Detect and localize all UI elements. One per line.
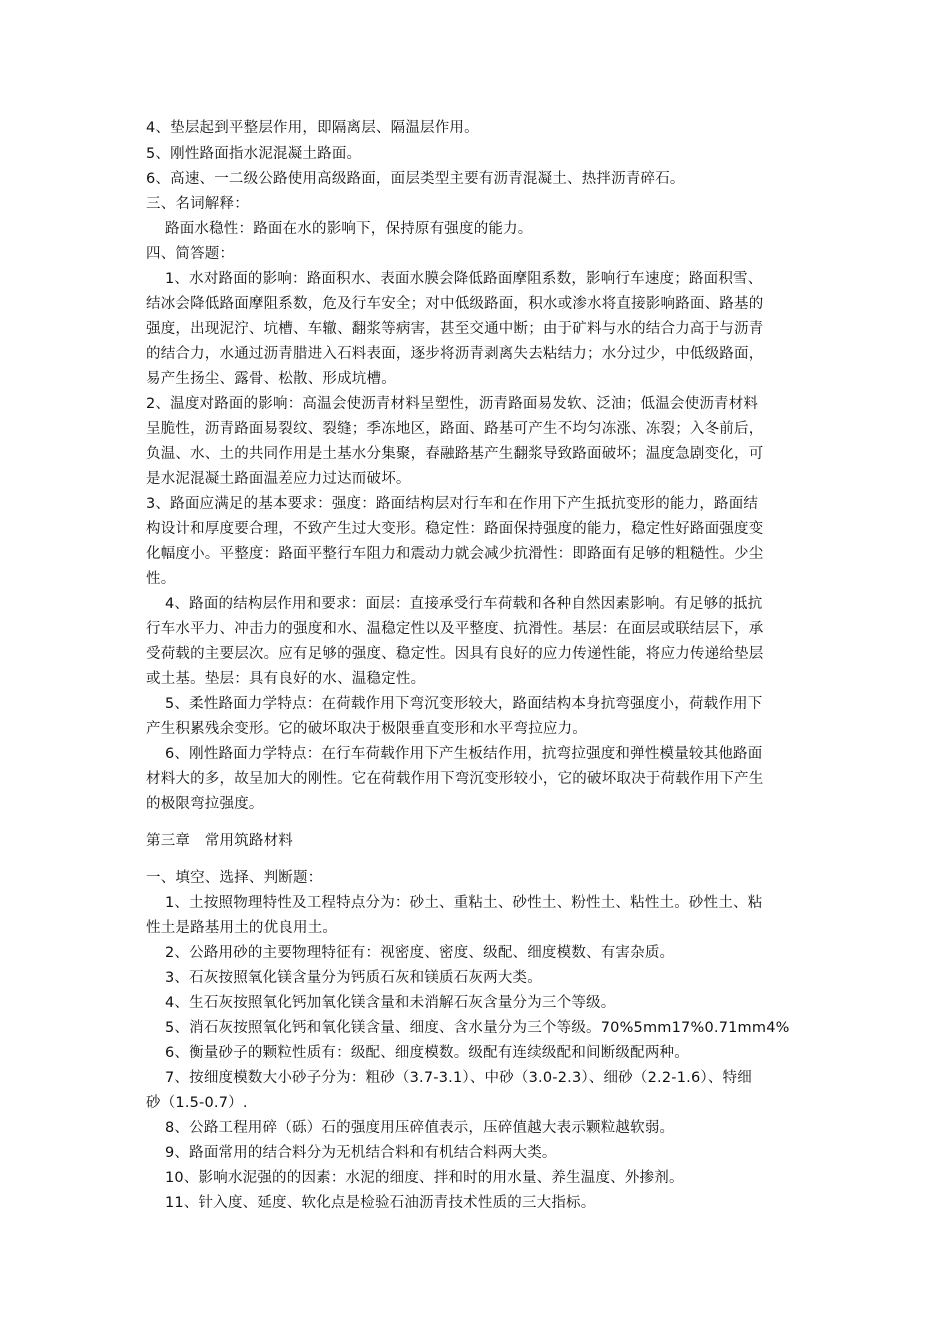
- text-line: 4、生石灰按照氧化钙加氧化镁含量和未消解石灰含量分为三个等级。: [165, 995, 616, 1011]
- text-line: 的极限弯拉强度。: [146, 796, 264, 812]
- text-line: 2、温度对路面的影响：高温会使沥青材料呈塑性，沥青路面易发软、泛油；低温会使沥青材料: [146, 396, 759, 412]
- text-line: 性土是路基用土的优良用土。: [146, 920, 338, 936]
- text-line: 6、衡量砂子的颗粒性质有：级配、细度模数。级配有连续级配和间断级配两种。: [165, 1045, 689, 1061]
- text-line: 构设计和厚度要合理，不致产生过大变形。稳定性：路面保持强度的能力，稳定性好路面强度变: [146, 521, 764, 537]
- text-line: 6、刚性路面力学特点：在行车荷载作用下产生板结作用，抗弯拉强度和弹性模量较其他路面: [165, 746, 763, 762]
- text-line: 8、公路工程用碎（砾）石的强度用压碎值表示，压碎值越大表示颗粒越软弱。: [165, 1120, 675, 1136]
- text-line: 7、按细度模数大小砂子分为：粗砂（3.7-3.1）、中砂（3.0-2.3）、细砂（2.2-1.6）、特细: [165, 1070, 752, 1086]
- text-line: 呈脆性，沥青路面易裂纹、裂缝；季冻地区，路面、路基可产生不均匀冻涨、冻裂；入冬前后，: [146, 421, 764, 437]
- text-line: 5、柔性路面力学特点：在荷载作用下弯沉变形较大，路面结构本身抗弯强度小，荷载作用下: [165, 696, 763, 712]
- text-line: 10、影响水泥强的的因素：水泥的细度、拌和时的用水量、养生温度、外掺剂。: [165, 1170, 684, 1186]
- text-line: 6、高速、一二级公路使用高级路面，面层类型主要有沥青混凝土、热拌沥青碎石。: [146, 171, 685, 187]
- text-line: 第三章 常用筑路材料: [146, 833, 293, 849]
- text-line: 3、石灰按照氧化镁含量分为钙质石灰和镁质石灰两大类。: [165, 970, 542, 986]
- text-line: 四、简答题：: [146, 246, 235, 262]
- text-line: 材料大的多，故呈加大的刚性。它在荷载作用下弯沉变形较小，它的破坏取决于荷载作用下产生: [146, 771, 764, 787]
- text-line: 化幅度小。平整度：路面平整行车阻力和震动力就会减少抗滑性：即路面有足够的粗糙性。少尘: [146, 546, 764, 562]
- text-line: 结冰会降低路面摩阻系数，危及行车安全；对中低级路面，积水或渗水将直接影响路面、路基的: [146, 296, 764, 312]
- text-line: 负温、水、土的共同作用是土基水分集聚，春融路基产生翻浆导致路面破坏；温度急剧变化，可: [146, 446, 764, 462]
- text-line: 产生积累残余变形。它的破坏取决于极限垂直变形和水平弯拉应力。: [146, 721, 587, 737]
- text-line: 11、针入度、延度、软化点是检验石油沥青技术性质的三大指标。: [165, 1195, 596, 1211]
- text-line: 5、刚性路面指水泥混凝土路面。: [146, 146, 362, 162]
- text-line: 或土基。垫层：具有良好的水、温稳定性。: [146, 671, 426, 687]
- text-line: 一、填空、选择、判断题：: [146, 870, 323, 886]
- text-line: 2、公路用砂的主要物理特征有：视密度、密度、级配、细度模数、有害杂质。: [165, 945, 675, 961]
- text-line: 易产生扬尘、露骨、松散、形成坑槽。: [146, 371, 396, 387]
- text-line: 1、水对路面的影响：路面积水、表面水膜会降低路面摩阻系数，影响行车速度；路面积雪、: [165, 271, 763, 287]
- text-line: 砂（1.5-0.7）.: [146, 1095, 248, 1111]
- text-line: 路面水稳性：路面在水的影响下，保持原有强度的能力。: [165, 221, 533, 237]
- text-line: 5、消石灰按照氧化钙和氧化镁含量、细度、含水量分为三个等级。70%5mm17%0.71mm4%: [165, 1020, 790, 1036]
- text-line: 受荷载的主要层次。应有足够的强度、稳定性。因具有良好的应力传递性能，将应力传递给垫层: [146, 646, 764, 662]
- text-line: 是水泥混凝土路面温差应力过达而破坏。: [146, 471, 411, 487]
- text-line: 9、路面常用的结合料分为无机结合料和有机结合料两大类。: [165, 1145, 557, 1161]
- text-line: 4、垫层起到平整层作用，即隔离层、隔温层作用。: [146, 120, 479, 136]
- text-line: 行车水平力、冲击力的强度和水、温稳定性以及平整度、抗滑性。基层：在面层或联结层下，承: [146, 621, 764, 637]
- text-line: 的结合力，水通过沥青腊进入石料表面，逐步将沥青剥离失去粘结力；水分过少，中低级路面，: [146, 346, 764, 362]
- text-line: 性。: [146, 571, 176, 587]
- text-line: 4、路面的结构层作用和要求：面层：直接承受行车荷载和各种自然因素影响。有足够的抵抗: [165, 596, 763, 612]
- text-line: 强度，出现泥泞、坑槽、车辙、翻浆等病害，甚至交通中断；由于矿料与水的结合力高于与沥青: [146, 321, 764, 337]
- text-line: 1、土按照物理特性及工程特点分为：砂土、重粘土、砂性土、粉性土、粘性土。砂性土、粘: [165, 895, 763, 911]
- text-line: 三、名词解释：: [146, 196, 249, 212]
- text-line: 3、路面应满足的基本要求：强度：路面结构层对行车和在作用下产生抵抗变形的能力，路面结: [146, 496, 759, 512]
